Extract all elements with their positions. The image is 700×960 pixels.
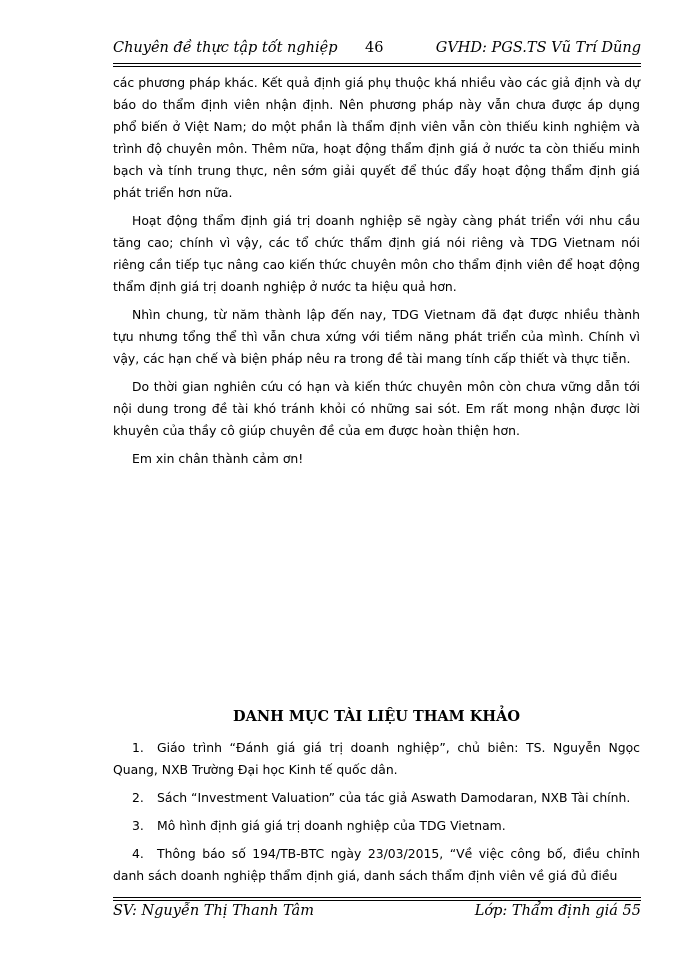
- footer-class: Lớp: Thẩm định giá 55: [474, 903, 641, 919]
- paragraph-3: Nhìn chung, từ năm thành lập đến nay, TDG Vietnam đã đạt được nhiều thành tựu nhưng tổng thể thì vẫn chưa xứng với tiềm năng phát triển của mình. Chính vì vậy, các hạn chế và biện pháp nêu ra trong đề tài mang tính cấp thiết và thực tiễn.: [113, 307, 640, 366]
- reference-number: 2.: [132, 790, 144, 805]
- reference-text: Mô hình định giá giá trị doanh nghiệp của TDG Vietnam.: [157, 818, 506, 833]
- header-rule: [113, 63, 641, 67]
- paragraph-2: Hoạt động thẩm định giá trị doanh nghiệp sẽ ngày càng phát triển với nhu cầu tăng cao; chính vì vậy, các tổ chức thẩm định giá nói riêng và TDG Vietnam nói riêng cần tiếp tục nâng cao kiến thức chuyên môn cho thẩm định viên để hoạt động thẩm định giá trị doanh nghiệp ở nước ta hiệu quả hơn.: [113, 213, 640, 294]
- footer-rule: [113, 897, 641, 901]
- reference-item: [113, 737, 640, 781]
- reference-number: 4.: [132, 846, 144, 861]
- reference-number: 3.: [132, 818, 144, 833]
- reference-item: [113, 815, 640, 837]
- body-text: [113, 72, 640, 476]
- reference-text: Sách “Investment Valuation” của tác giả Aswath Damodaran, NXB Tài chính.: [157, 790, 631, 805]
- paragraph-1: các phương pháp khác. Kết quả định giá phụ thuộc khá nhiều vào các giả định và dự báo do thẩm định viên nhận định. Nên phương pháp này vẫn chưa được áp dụng phổ biến ở Việt Nam; do một phần là thẩm định viên vẫn còn thiếu kinh nghiệm và trình độ chuyên môn. Thêm nữa, hoạt động thẩm định giá ở nước ta còn thiếu minh bạch và tính trung thực, nên sớm giải quyết để thúc đẩy hoạt động thẩm định giá phát triển hơn nữa.: [113, 75, 640, 200]
- reference-number: 1.: [132, 740, 144, 755]
- header-supervisor: GVHD: PGS.TS Vũ Trí Dũng: [435, 40, 641, 56]
- page-header: [113, 38, 641, 62]
- reference-text: Giáo trình “Đánh giá giá trị doanh nghiệp”, chủ biên: TS. Nguyễn Ngọc Quang, NXB Trường Đại học Kinh tế quốc dân.: [113, 740, 640, 777]
- references-title: DANH MỤC TÀI LIỆU THAM KHẢO: [233, 708, 520, 725]
- reference-item: [113, 787, 640, 809]
- page-number: 46: [365, 40, 384, 56]
- page-footer: [113, 903, 641, 927]
- paragraph-4: Do thời gian nghiên cứu có hạn và kiến thức chuyên môn còn chưa vững dẫn tới nội dung trong đề tài khó tránh khỏi có những sai sót. Em rất mong nhận được lời khuyên của thầy cô giúp chuyên đề của em được hoàn thiện hơn.: [113, 379, 640, 438]
- header-title: Chuyên đề thực tập tốt nghiệp: [113, 40, 338, 56]
- reference-item: [113, 843, 640, 887]
- reference-text: Thông báo số 194/TB-BTC ngày 23/03/2015, “Về việc công bố, điều chỉnh danh sách doanh nghiệp thẩm định giá, danh sách thẩm định viên về giá đủ điều: [113, 846, 640, 883]
- footer-student: SV: Nguyễn Thị Thanh Tâm: [113, 903, 314, 919]
- paragraph-5: Em xin chân thành cảm ơn!: [132, 451, 304, 466]
- references-list: [113, 737, 640, 893]
